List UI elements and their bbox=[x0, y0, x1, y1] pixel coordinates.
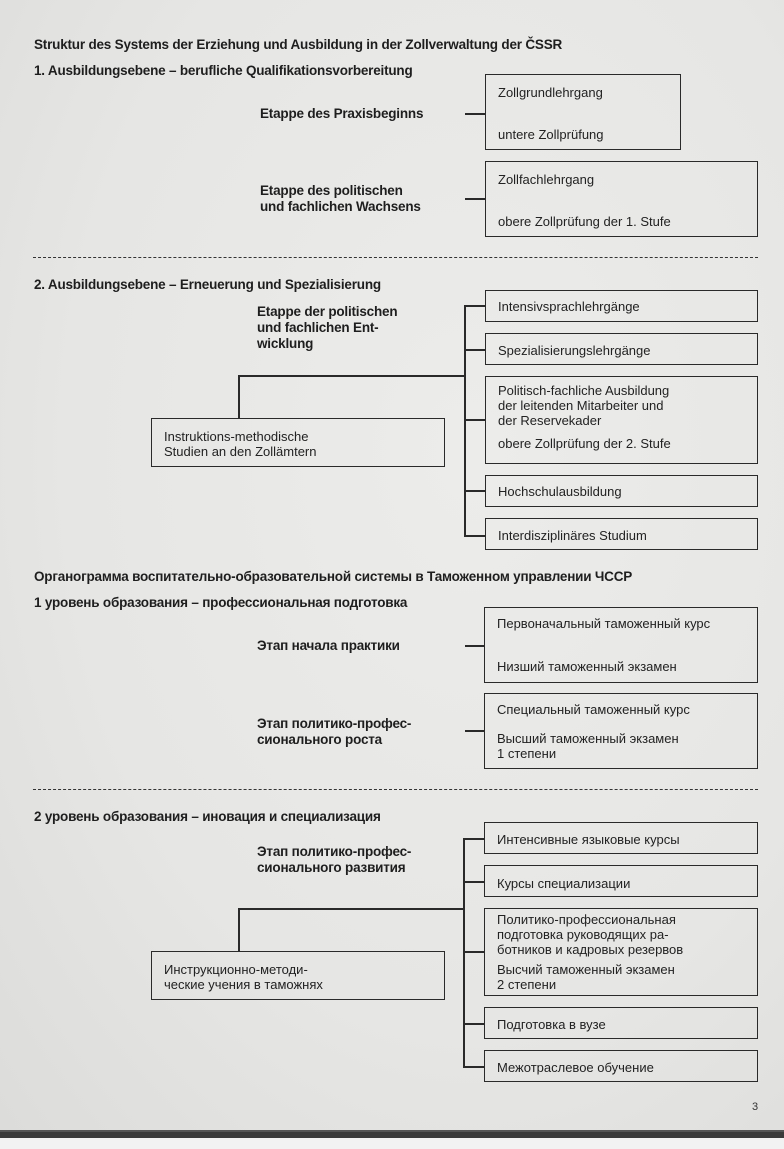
russian-chart-title: Органограмма воспитательно-образовательной системы в Таможенном управлении ЧССР bbox=[34, 569, 633, 584]
tree-trunk-line bbox=[463, 838, 465, 1068]
connector-line bbox=[238, 908, 240, 952]
german-box-instruction-studies: Instruktions-methodische Studien an den Zollämtern bbox=[151, 418, 445, 467]
section-divider bbox=[33, 257, 758, 258]
russian-box-specialization: Курсы специализации bbox=[484, 865, 758, 897]
german-level2-heading: 2. Ausbildungsebene – Erneuerung und Spezialisierung bbox=[34, 277, 381, 292]
connector-line bbox=[464, 305, 485, 307]
russian-box-leadership-training: Политико-профессиональная подготовка руководящих ра- ботников и кадровых резервов Высчий таможенный экзамен 2 степени bbox=[484, 908, 758, 996]
connector-line bbox=[465, 198, 485, 200]
german-box-university: Hochschulausbildung bbox=[485, 475, 758, 507]
connector-line bbox=[238, 908, 465, 910]
russian-stage-practice-start: Этап начала практики bbox=[257, 638, 400, 653]
connector-line bbox=[464, 535, 485, 537]
scan-edge bbox=[0, 1130, 784, 1149]
page-number: 3 bbox=[752, 1101, 759, 1113]
german-stage-political-growth: Etappe des politischen und fachlichen Wachsens bbox=[260, 183, 421, 214]
german-stage-practice-start: Etappe des Praxisbeginns bbox=[260, 106, 424, 121]
connector-line bbox=[464, 490, 485, 492]
russian-level2-heading: 2 уровень образования – иновация и специализация bbox=[34, 809, 381, 824]
german-box-intensive-language: Intensivsprachlehrgänge bbox=[485, 290, 758, 322]
connector-line bbox=[464, 419, 485, 421]
german-box-specialist-course: Zollfachlehrgang obere Zollprüfung der 1. Stufe bbox=[485, 161, 758, 237]
connector-line bbox=[463, 1066, 485, 1068]
german-level1-heading: 1. Ausbildungsebene – berufliche Qualifikationsvorbereitung bbox=[34, 63, 413, 78]
connector-line bbox=[463, 951, 485, 953]
connector-line bbox=[463, 881, 485, 883]
german-box-specialization: Spezialisierungslehrgänge bbox=[485, 333, 758, 365]
section-divider bbox=[33, 789, 758, 790]
russian-box-instruction-studies: Инструкционно-методи- ческие учения в таможнях bbox=[151, 951, 445, 1000]
russian-level1-heading: 1 уровень образования – профессиональная подготовка bbox=[34, 595, 408, 610]
connector-line bbox=[465, 730, 485, 732]
connector-line bbox=[238, 375, 240, 419]
russian-stage-political-growth: Этап политико-профес- сионального роста bbox=[257, 716, 412, 747]
russian-box-university: Подготовка в вузе bbox=[484, 1007, 758, 1039]
connector-line bbox=[465, 645, 485, 647]
connector-line bbox=[238, 375, 465, 377]
russian-stage-political-development: Этап политико-профес- сионального развития bbox=[257, 844, 412, 875]
german-box-basic-course: Zollgrundlehrgang untere Zollprüfung bbox=[485, 74, 681, 150]
connector-line bbox=[465, 113, 485, 115]
german-stage-political-development: Etappe der politischen und fachlichen Ent- wicklung bbox=[257, 304, 398, 351]
russian-box-interdisciplinary: Межотраслевое обучение bbox=[484, 1050, 758, 1082]
connector-line bbox=[463, 838, 485, 840]
german-chart-title: Struktur des Systems der Erziehung und Ausbildung in der Zollverwaltung der ČSSR bbox=[34, 37, 563, 52]
russian-box-intensive-language: Интенсивные языковые курсы bbox=[484, 822, 758, 854]
russian-box-initial-course: Первоначальный таможенный курс Низший таможенный экзамен bbox=[484, 607, 758, 683]
connector-line bbox=[463, 1023, 485, 1025]
connector-line bbox=[464, 349, 485, 351]
russian-box-special-course: Специальный таможенный курс Высший таможенный экзамен 1 степени bbox=[484, 693, 758, 769]
german-box-leadership-training: Politisch-fachliche Ausbildung der leitenden Mitarbeiter und der Reservekader obere Zollprüfung der 2. Stufe bbox=[485, 376, 758, 464]
german-box-interdisciplinary: Interdisziplinäres Studium bbox=[485, 518, 758, 550]
